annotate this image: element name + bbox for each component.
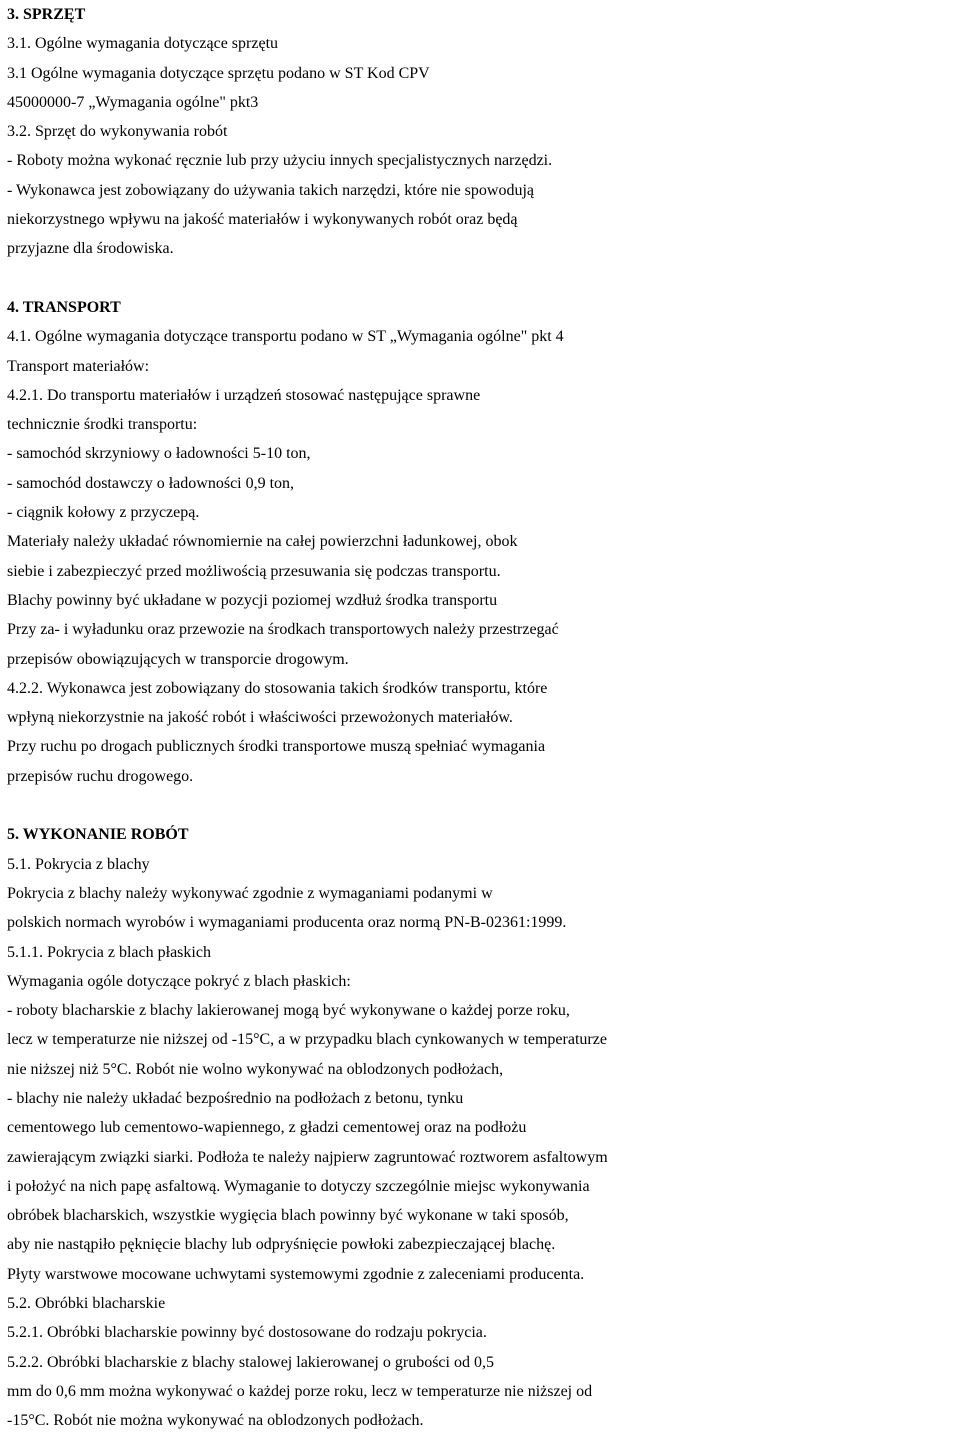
paragraph-spacer xyxy=(7,791,960,820)
text-line: 3.1. Ogólne wymagania dotyczące sprzętu xyxy=(7,35,279,53)
text-line: - ciągnik kołowy z przyczepą. xyxy=(7,504,200,522)
text-line: -15°C. Robót nie można wykonywać na oblodzonych podłożach. xyxy=(7,1412,424,1430)
text-line: - Roboty można wykonać ręcznie lub przy użyciu innych specjalistycznych narzędzi. xyxy=(7,152,553,170)
text-line: 5.2. Obróbki blacharskie xyxy=(7,1295,166,1313)
paragraph-spacer xyxy=(7,264,960,293)
text-line: - roboty blacharskie z blachy lakierowanej mogą być wykonywane o każdej porze roku, xyxy=(7,1002,570,1020)
text-line: 4.2.2. Wykonawca jest zobowiązany do stosowania takich środków transportu, które xyxy=(7,679,548,697)
text-line: 3.1 Ogólne wymagania dotyczące sprzętu podano w ST Kod CPV xyxy=(7,64,430,82)
text-line: 4.1. Ogólne wymagania dotyczące transportu podano w ST „Wymagania ogólne" pkt 4 xyxy=(7,328,564,346)
text-line: Płyty warstwowe mocowane uchwytami systemowymi zgodnie z zaleceniami producenta. xyxy=(7,1265,585,1283)
text-line: - Wykonawca jest zobowiązany do używania takich narzędzi, które nie spowodują xyxy=(7,181,534,199)
text-line: Blachy powinny być układane w pozycji poziomej wzdłuż środka transportu xyxy=(7,591,498,609)
text-line: przepisów obowiązujących w transporcie drogowym. xyxy=(7,650,349,668)
section-3-heading: 3. SPRZĘT xyxy=(7,6,86,23)
text-line: 5.1.1. Pokrycia z blach płaskich xyxy=(7,943,211,961)
text-line: Wymagania ogóle dotyczące pokryć z blach płaskich: xyxy=(7,972,351,990)
text-line: aby nie nastąpiło pęknięcie blachy lub odpryśnięcie powłoki zabezpieczającej blachę. xyxy=(7,1236,556,1254)
text-line: Materiały należy układać równomiernie na całej powierzchni ładunkowej, obok xyxy=(7,533,518,551)
text-line: polskich normach wyrobów i wymaganiami producenta oraz normą PN-B-02361:1999. xyxy=(7,914,567,932)
text-line: przyjazne dla środowiska. xyxy=(7,240,174,258)
text-line: Przy ruchu po drogach publicznych środki transportowe muszą spełniać wymagania xyxy=(7,738,546,756)
text-line: lecz w temperaturze nie niższej od -15°C, a w przypadku blach cynkowanych w temperaturze xyxy=(7,1031,607,1049)
text-line: - samochód skrzyniowy o ładowności 5-10 ton, xyxy=(7,445,311,463)
text-line: mm do 0,6 mm można wykonywać o każdej porze roku, lecz w temperaturze nie niższej od xyxy=(7,1382,593,1400)
text-line: obróbek blacharskich, wszystkie wygięcia blach powinny być wykonane w taki sposób, xyxy=(7,1207,569,1225)
text-line: cementowego lub cementowo-wapiennego, z gładzi cementowej oraz na podłożu xyxy=(7,1119,527,1137)
text-line: nie niższej niż 5°C. Robót nie wolno wykonywać na oblodzonych podłożach, xyxy=(7,1060,504,1078)
text-line: 5.2.1. Obróbki blacharskie powinny być dostosowane do rodzaju pokrycia. xyxy=(7,1324,487,1342)
text-line: 3.2. Sprzęt do wykonywania robót xyxy=(7,123,228,141)
text-line: zawierającym związki siarki. Podłoża te należy najpierw zagruntować roztworem asfaltowym xyxy=(7,1148,608,1166)
text-line: Pokrycia z blachy należy wykonywać zgodnie z wymaganiami podanymi w xyxy=(7,884,493,902)
text-line: siebie i zabezpieczyć przed możliwością przesuwania się podczas transportu. xyxy=(7,562,501,580)
text-line: 5.2.2. Obróbki blacharskie z blachy stalowej lakierowanej o grubości od 0,5 xyxy=(7,1353,494,1371)
text-line: przepisów ruchu drogowego. xyxy=(7,767,194,785)
text-line: - blachy nie należy układać bezpośrednio na podłożach z betonu, tynku xyxy=(7,1089,464,1107)
text-line: wpłyną niekorzystnie na jakość robót i właściwości przewożonych materiałów. xyxy=(7,709,513,727)
text-line: i położyć na nich papę asfaltową. Wymaganie to dotyczy szczególnie miejsc wykonywania xyxy=(7,1177,590,1195)
text-line: Transport materiałów: xyxy=(7,357,150,375)
text-line: - samochód dostawczy o ładowności 0,9 ton, xyxy=(7,474,295,492)
text-line: technicznie środki transportu: xyxy=(7,416,198,434)
text-line: 45000000-7 „Wymagania ogólne" pkt3 xyxy=(7,93,259,111)
text-line: 5.1. Pokrycia z blachy xyxy=(7,855,150,873)
text-line: Przy za- i wyładunku oraz przewozie na środkach transportowych należy przestrzegać xyxy=(7,621,559,639)
text-line: 4.2.1. Do transportu materiałów i urządzeń stosować następujące sprawne xyxy=(7,386,481,404)
section-5-heading: 5. WYKONANIE ROBÓT xyxy=(7,826,189,844)
text-line: niekorzystnego wpływu na jakość materiałów i wykonywanych robót oraz będą xyxy=(7,211,518,229)
section-4-heading: 4. TRANSPORT xyxy=(7,298,121,316)
